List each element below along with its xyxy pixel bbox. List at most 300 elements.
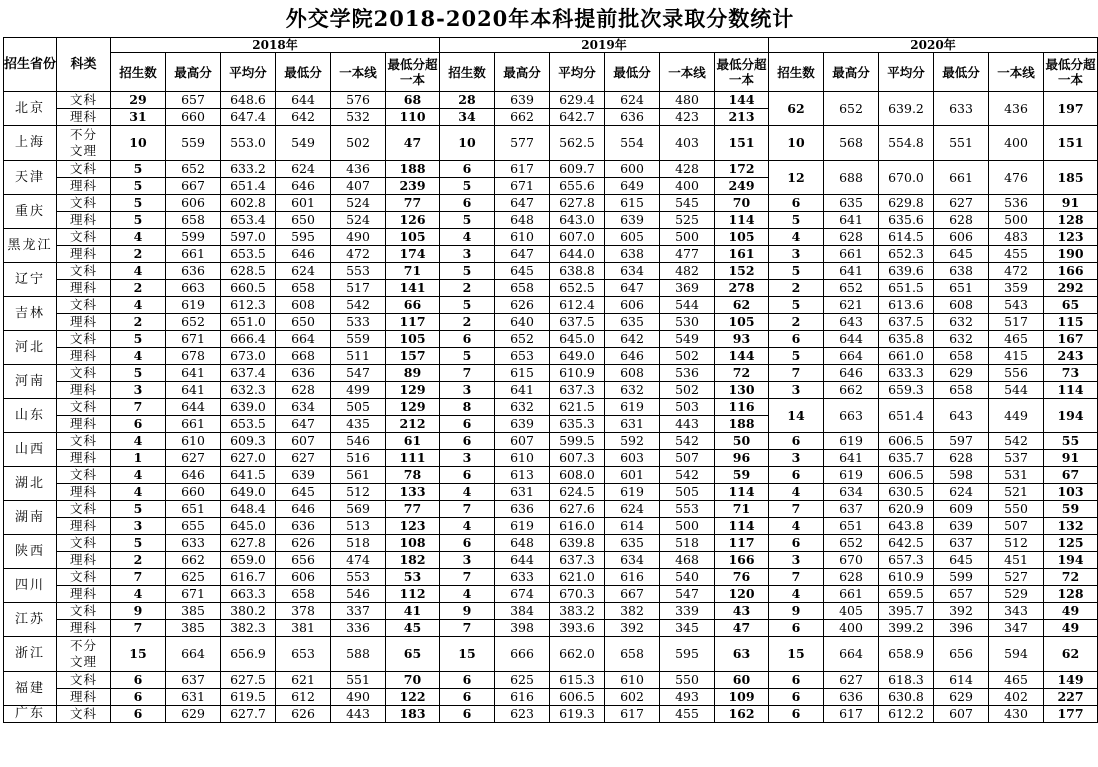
track-cell: 文科 <box>57 501 111 518</box>
header-year: 2020年 <box>769 38 1098 53</box>
data-cell: 605 <box>605 229 660 246</box>
data-cell: 70 <box>715 195 769 212</box>
data-cell: 542 <box>989 433 1044 450</box>
track-cell: 理科 <box>57 689 111 706</box>
data-cell: 103 <box>1044 484 1098 501</box>
data-cell: 213 <box>715 109 769 126</box>
data-cell: 542 <box>660 433 715 450</box>
province-cell: 湖南 <box>4 501 57 535</box>
data-cell: 637.3 <box>550 552 605 569</box>
data-cell: 3 <box>440 450 495 467</box>
data-cell: 443 <box>331 706 386 723</box>
data-cell: 513 <box>331 518 386 535</box>
data-cell: 6 <box>769 433 824 450</box>
data-cell: 651 <box>934 280 989 297</box>
data-cell: 474 <box>331 552 386 569</box>
data-cell: 2 <box>111 552 166 569</box>
header-column: 招生数 <box>769 53 824 92</box>
data-cell: 624.5 <box>550 484 605 501</box>
data-cell: 6 <box>111 672 166 689</box>
track-cell: 文科 <box>57 229 111 246</box>
data-cell: 174 <box>386 246 440 263</box>
data-cell: 632 <box>495 399 550 416</box>
data-cell: 619 <box>605 399 660 416</box>
data-cell: 6 <box>440 416 495 433</box>
data-cell: 105 <box>386 331 440 348</box>
data-cell: 644 <box>166 399 221 416</box>
data-cell: 382.3 <box>221 620 276 637</box>
data-cell: 663 <box>824 399 879 433</box>
data-cell: 521 <box>989 484 1044 501</box>
track-cell: 文科 <box>57 365 111 382</box>
data-cell: 620.9 <box>879 501 934 518</box>
data-cell: 532 <box>331 109 386 126</box>
header-column: 最低分 <box>934 53 989 92</box>
data-cell: 635.8 <box>879 331 934 348</box>
data-cell: 536 <box>660 365 715 382</box>
data-cell: 655.6 <box>550 178 605 195</box>
header-year: 2018年 <box>111 38 440 53</box>
data-cell: 6 <box>440 195 495 212</box>
data-cell: 428 <box>660 161 715 178</box>
data-cell: 6 <box>440 672 495 689</box>
data-cell: 455 <box>660 706 715 723</box>
header-column: 最低分 <box>605 53 660 92</box>
data-cell: 648 <box>495 212 550 229</box>
data-cell: 621.5 <box>550 399 605 416</box>
data-cell: 624 <box>934 484 989 501</box>
data-cell: 49 <box>1044 603 1098 620</box>
data-cell: 7 <box>111 569 166 586</box>
data-cell: 7 <box>111 399 166 416</box>
data-cell: 15 <box>769 637 824 672</box>
data-cell: 639 <box>605 212 660 229</box>
data-cell: 652 <box>166 314 221 331</box>
data-cell: 67 <box>1044 467 1098 484</box>
data-cell: 632.3 <box>221 382 276 399</box>
admission-score-table <box>3 37 1098 723</box>
data-cell: 339 <box>660 603 715 620</box>
data-cell: 659.5 <box>879 586 934 603</box>
data-cell: 568 <box>824 126 879 161</box>
data-cell: 635 <box>605 314 660 331</box>
data-cell: 628.5 <box>221 263 276 280</box>
data-cell: 662.0 <box>550 637 605 672</box>
header-column: 一本线 <box>331 53 386 92</box>
data-cell: 615.3 <box>550 672 605 689</box>
data-cell: 649.0 <box>221 484 276 501</box>
data-cell: 637 <box>934 535 989 552</box>
data-cell: 502 <box>331 126 386 161</box>
data-cell: 610 <box>495 450 550 467</box>
data-cell: 60 <box>715 672 769 689</box>
province-cell: 广东 <box>4 706 57 723</box>
data-cell: 392 <box>605 620 660 637</box>
data-cell: 63 <box>715 637 769 672</box>
province-cell: 辽宁 <box>4 263 57 297</box>
data-cell: 336 <box>331 620 386 637</box>
data-cell: 619 <box>166 297 221 314</box>
data-cell: 540 <box>660 569 715 586</box>
data-cell: 5 <box>440 178 495 195</box>
data-cell: 93 <box>715 331 769 348</box>
data-cell: 4 <box>111 484 166 501</box>
data-cell: 525 <box>660 212 715 229</box>
data-cell: 3 <box>769 382 824 399</box>
data-cell: 634 <box>824 484 879 501</box>
data-cell: 123 <box>386 518 440 535</box>
data-cell: 480 <box>660 92 715 109</box>
data-cell: 634 <box>605 552 660 569</box>
data-cell: 658 <box>276 280 331 297</box>
data-cell: 646 <box>276 246 331 263</box>
data-cell: 5 <box>111 212 166 229</box>
header-column: 最低分 <box>276 53 331 92</box>
data-cell: 500 <box>989 212 1044 229</box>
data-cell: 606.5 <box>879 433 934 450</box>
data-cell: 53 <box>386 569 440 586</box>
data-cell: 172 <box>715 161 769 178</box>
header-track: 科类 <box>57 38 111 92</box>
data-cell: 529 <box>989 586 1044 603</box>
data-cell: 617 <box>495 161 550 178</box>
data-cell: 537 <box>989 450 1044 467</box>
data-cell: 626 <box>276 535 331 552</box>
data-cell: 6 <box>769 689 824 706</box>
data-cell: 645 <box>934 552 989 569</box>
data-cell: 637.4 <box>221 365 276 382</box>
data-cell: 105 <box>715 314 769 331</box>
header-column: 一本线 <box>660 53 715 92</box>
data-cell: 10 <box>440 126 495 161</box>
data-cell: 7 <box>769 501 824 518</box>
header-column: 招生数 <box>440 53 495 92</box>
data-cell: 430 <box>989 706 1044 723</box>
data-cell: 188 <box>386 161 440 178</box>
data-cell: 380.2 <box>221 603 276 620</box>
track-cell: 理科 <box>57 348 111 365</box>
data-cell: 443 <box>660 416 715 433</box>
data-cell: 5 <box>440 263 495 280</box>
track-cell: 理科 <box>57 586 111 603</box>
data-cell: 149 <box>1044 672 1098 689</box>
data-cell: 663 <box>166 280 221 297</box>
track-cell: 理科 <box>57 552 111 569</box>
table-row <box>4 263 1098 280</box>
table-row <box>4 314 1098 331</box>
data-cell: 637.5 <box>879 314 934 331</box>
data-cell: 3 <box>769 450 824 467</box>
track-cell: 理科 <box>57 416 111 433</box>
data-cell: 47 <box>386 126 440 161</box>
data-cell: 661 <box>166 416 221 433</box>
data-cell: 166 <box>715 552 769 569</box>
data-cell: 637 <box>166 672 221 689</box>
data-cell: 399.2 <box>879 620 934 637</box>
data-cell: 34 <box>440 109 495 126</box>
data-cell: 2 <box>769 314 824 331</box>
data-cell: 128 <box>1044 212 1098 229</box>
data-cell: 536 <box>989 195 1044 212</box>
province-cell: 陕西 <box>4 535 57 569</box>
data-cell: 347 <box>989 620 1044 637</box>
data-cell: 650 <box>276 314 331 331</box>
data-cell: 72 <box>715 365 769 382</box>
data-cell: 627 <box>934 195 989 212</box>
data-cell: 627.5 <box>221 672 276 689</box>
data-cell: 569 <box>331 501 386 518</box>
province-cell: 吉林 <box>4 297 57 331</box>
table-row <box>4 297 1098 314</box>
data-cell: 477 <box>660 246 715 263</box>
data-cell: 126 <box>386 212 440 229</box>
data-cell: 660.5 <box>221 280 276 297</box>
data-cell: 114 <box>1044 382 1098 399</box>
data-cell: 644 <box>824 331 879 348</box>
data-cell: 671 <box>166 586 221 603</box>
data-cell: 621 <box>276 672 331 689</box>
data-cell: 5 <box>111 195 166 212</box>
data-cell: 648.4 <box>221 501 276 518</box>
data-cell: 465 <box>989 331 1044 348</box>
data-cell: 629 <box>166 706 221 723</box>
data-cell: 65 <box>386 637 440 672</box>
data-cell: 658 <box>166 212 221 229</box>
data-cell: 641.5 <box>221 467 276 484</box>
data-cell: 647 <box>605 280 660 297</box>
data-cell: 673.0 <box>221 348 276 365</box>
data-cell: 652.5 <box>550 280 605 297</box>
data-cell: 6 <box>111 416 166 433</box>
table-row <box>4 672 1098 689</box>
data-cell: 608 <box>276 297 331 314</box>
data-cell: 636 <box>166 263 221 280</box>
data-cell: 15 <box>111 637 166 672</box>
table-row <box>4 161 1098 178</box>
data-cell: 403 <box>660 126 715 161</box>
data-cell: 667 <box>166 178 221 195</box>
header-column: 平均分 <box>221 53 276 92</box>
data-cell: 647.4 <box>221 109 276 126</box>
data-cell: 144 <box>715 348 769 365</box>
data-cell: 657.3 <box>879 552 934 569</box>
data-cell: 634 <box>605 263 660 280</box>
data-cell: 553.0 <box>221 126 276 161</box>
data-cell: 381 <box>276 620 331 637</box>
data-cell: 9 <box>769 603 824 620</box>
data-cell: 601 <box>276 195 331 212</box>
header-column: 平均分 <box>879 53 934 92</box>
data-cell: 658.9 <box>879 637 934 672</box>
province-cell: 黑龙江 <box>4 229 57 263</box>
data-cell: 96 <box>715 450 769 467</box>
data-cell: 671 <box>495 178 550 195</box>
data-cell: 551 <box>331 672 386 689</box>
data-cell: 658 <box>605 637 660 672</box>
data-cell: 162 <box>715 706 769 723</box>
data-cell: 6 <box>440 331 495 348</box>
data-cell: 6 <box>440 689 495 706</box>
data-cell: 660 <box>166 109 221 126</box>
data-cell: 635 <box>605 535 660 552</box>
data-cell: 631 <box>166 689 221 706</box>
data-cell: 664 <box>166 637 221 672</box>
track-cell: 文科 <box>57 467 111 484</box>
data-cell: 607.0 <box>550 229 605 246</box>
data-cell: 639.0 <box>221 399 276 416</box>
table-row <box>4 126 1098 161</box>
track-cell: 理科 <box>57 280 111 297</box>
data-cell: 122 <box>386 689 440 706</box>
data-cell: 547 <box>331 365 386 382</box>
data-cell: 630.5 <box>879 484 934 501</box>
data-cell: 152 <box>715 263 769 280</box>
track-cell: 文科 <box>57 297 111 314</box>
data-cell: 472 <box>989 263 1044 280</box>
data-cell: 664 <box>824 348 879 365</box>
data-cell: 626 <box>276 706 331 723</box>
data-cell: 628 <box>824 569 879 586</box>
data-cell: 617 <box>824 706 879 723</box>
data-cell: 638 <box>934 263 989 280</box>
table-row <box>4 399 1098 416</box>
data-cell: 647 <box>276 416 331 433</box>
data-cell: 688 <box>824 161 879 195</box>
data-cell: 661.0 <box>879 348 934 365</box>
data-cell: 109 <box>715 689 769 706</box>
data-cell: 608 <box>934 297 989 314</box>
data-cell: 120 <box>715 586 769 603</box>
data-cell: 649.0 <box>550 348 605 365</box>
table-row <box>4 433 1098 450</box>
province-cell: 山西 <box>4 433 57 467</box>
data-cell: 657 <box>934 586 989 603</box>
data-cell: 633.2 <box>221 161 276 178</box>
data-cell: 627 <box>276 450 331 467</box>
data-cell: 4 <box>111 467 166 484</box>
data-cell: 639.2 <box>879 92 934 126</box>
data-cell: 76 <box>715 569 769 586</box>
data-cell: 505 <box>331 399 386 416</box>
track-cell: 理科 <box>57 246 111 263</box>
data-cell: 129 <box>386 399 440 416</box>
data-cell: 503 <box>660 399 715 416</box>
data-cell: 625 <box>495 672 550 689</box>
data-cell: 554 <box>605 126 660 161</box>
data-cell: 559 <box>331 331 386 348</box>
data-cell: 7 <box>111 620 166 637</box>
data-cell: 5 <box>111 161 166 178</box>
data-cell: 651.4 <box>221 178 276 195</box>
data-cell: 619.5 <box>221 689 276 706</box>
data-cell: 619 <box>495 518 550 535</box>
data-cell: 6 <box>111 689 166 706</box>
track-cell: 文科 <box>57 603 111 620</box>
data-cell: 542 <box>331 297 386 314</box>
data-cell: 668 <box>276 348 331 365</box>
track-cell: 理科 <box>57 450 111 467</box>
data-cell: 599 <box>166 229 221 246</box>
data-cell: 47 <box>715 620 769 637</box>
data-cell: 616.7 <box>221 569 276 586</box>
data-cell: 661 <box>824 246 879 263</box>
data-cell: 646 <box>824 365 879 382</box>
data-cell: 607.3 <box>550 450 605 467</box>
header-row-years <box>4 38 1098 53</box>
data-cell: 4 <box>111 586 166 603</box>
data-cell: 77 <box>386 501 440 518</box>
data-cell: 632 <box>934 314 989 331</box>
data-cell: 655 <box>166 518 221 535</box>
track-cell: 文科 <box>57 92 111 109</box>
data-cell: 608.0 <box>550 467 605 484</box>
data-cell: 123 <box>1044 229 1098 246</box>
data-cell: 610 <box>166 433 221 450</box>
data-cell: 549 <box>660 331 715 348</box>
data-cell: 544 <box>989 382 1044 399</box>
data-cell: 6 <box>769 195 824 212</box>
data-cell: 5 <box>769 348 824 365</box>
data-cell: 531 <box>989 467 1044 484</box>
data-cell: 3 <box>440 246 495 263</box>
data-cell: 6 <box>440 535 495 552</box>
data-cell: 602 <box>605 689 660 706</box>
data-cell: 359 <box>989 280 1044 297</box>
data-cell: 627.7 <box>221 706 276 723</box>
data-cell: 10 <box>769 126 824 161</box>
data-cell: 644.0 <box>550 246 605 263</box>
data-cell: 7 <box>440 365 495 382</box>
data-cell: 545 <box>660 195 715 212</box>
data-cell: 29 <box>111 92 166 109</box>
data-cell: 671 <box>166 331 221 348</box>
data-cell: 645 <box>276 484 331 501</box>
data-cell: 185 <box>1044 161 1098 195</box>
data-cell: 78 <box>386 467 440 484</box>
data-cell: 108 <box>386 535 440 552</box>
data-cell: 114 <box>715 212 769 229</box>
data-cell: 512 <box>989 535 1044 552</box>
data-cell: 14 <box>769 399 824 433</box>
data-cell: 396 <box>934 620 989 637</box>
header-column: 最低分超一本 <box>386 53 440 92</box>
track-cell: 理科 <box>57 620 111 637</box>
data-cell: 639 <box>934 518 989 535</box>
data-cell: 636 <box>276 365 331 382</box>
data-cell: 385 <box>166 620 221 637</box>
table-row <box>4 92 1098 109</box>
data-cell: 144 <box>715 92 769 109</box>
data-cell: 292 <box>1044 280 1098 297</box>
data-cell: 369 <box>660 280 715 297</box>
data-cell: 595 <box>276 229 331 246</box>
data-cell: 378 <box>276 603 331 620</box>
data-cell: 561 <box>331 467 386 484</box>
table-row <box>4 484 1098 501</box>
data-cell: 518 <box>660 535 715 552</box>
data-cell: 10 <box>111 126 166 161</box>
data-cell: 658 <box>495 280 550 297</box>
data-cell: 455 <box>989 246 1044 263</box>
data-cell: 603 <box>605 450 660 467</box>
data-cell: 3 <box>111 518 166 535</box>
data-cell: 5 <box>111 535 166 552</box>
data-cell: 658 <box>934 382 989 399</box>
data-cell: 634 <box>276 399 331 416</box>
data-cell: 400 <box>989 126 1044 161</box>
data-cell: 624 <box>276 161 331 178</box>
data-cell: 638 <box>605 246 660 263</box>
